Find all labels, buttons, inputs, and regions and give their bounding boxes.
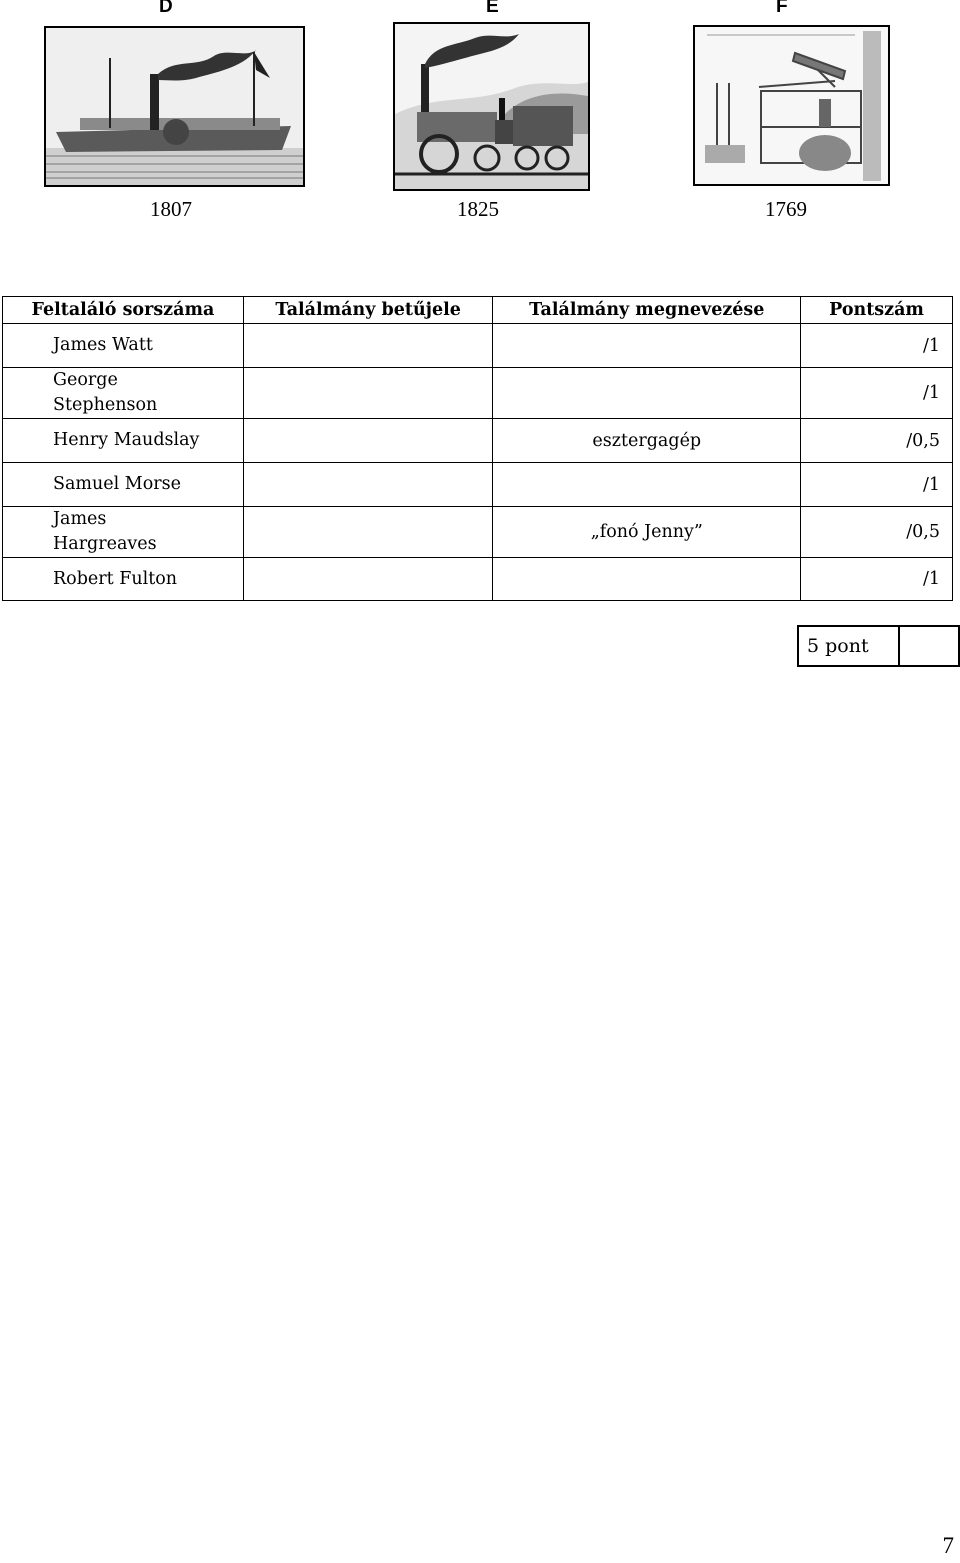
invention-answer-cell[interactable] <box>493 324 801 368</box>
image-letter-e: E <box>486 0 499 17</box>
page-number: 7 <box>942 1533 954 1558</box>
inventor-name-cell <box>3 324 244 368</box>
table-row <box>3 419 953 463</box>
score-value: /1 <box>922 383 940 403</box>
table-row <box>3 463 953 507</box>
score-cell <box>801 507 953 558</box>
score-cell <box>801 324 953 368</box>
letter-answer-cell[interactable] <box>243 368 493 419</box>
locomotive-image <box>393 22 590 191</box>
table-row <box>3 507 953 558</box>
inventor-name-line: Hargreaves <box>53 534 157 554</box>
steamboat-engraving-icon <box>46 28 303 185</box>
steam-engine-engraving-icon <box>695 27 888 184</box>
letter-answer-cell[interactable] <box>243 463 493 507</box>
invention-answer: esztergagép <box>592 430 702 451</box>
points-value-field[interactable] <box>899 626 959 666</box>
score-cell <box>801 463 953 507</box>
inventor-name-cell <box>3 368 244 419</box>
table-row <box>3 324 953 368</box>
table-row <box>3 368 953 419</box>
inventor-name: Robert Fulton <box>53 568 178 589</box>
inventor-table <box>2 296 953 601</box>
image-year-f: 1769 <box>765 197 807 221</box>
score-value: /1 <box>922 569 940 589</box>
table-row <box>3 558 953 601</box>
table-header-row <box>3 297 953 324</box>
header-score: Pontszám <box>801 297 953 324</box>
score-cell <box>801 419 953 463</box>
score-cell <box>801 368 953 419</box>
locomotive-engraving-icon <box>395 24 588 189</box>
header-invention-name: Találmány megnevezése <box>493 297 801 324</box>
inventor-name-line: George <box>53 370 118 390</box>
inventor-name: James Watt <box>53 335 153 355</box>
inventor-name-line: James <box>53 509 107 529</box>
image-year-e: 1825 <box>457 197 499 221</box>
header-inventor-number: Feltaláló sorszáma <box>3 297 244 324</box>
score-value: /0,5 <box>906 522 940 542</box>
inventor-name: Samuel Morse <box>53 474 181 494</box>
invention-answer-cell[interactable] <box>493 368 801 419</box>
inventor-name: Henry Maudslay <box>53 430 200 450</box>
letter-answer-cell[interactable] <box>243 419 493 463</box>
inventor-name-cell <box>3 419 244 463</box>
letter-answer-cell[interactable] <box>243 558 493 601</box>
score-value: /1 <box>922 335 940 356</box>
invention-answer-cell[interactable] <box>493 558 801 601</box>
inventor-name-cell <box>3 507 244 558</box>
inventor-name-cell <box>3 558 244 601</box>
score-cell <box>801 558 953 601</box>
header-invention-letter: Találmány betűjele <box>243 297 493 324</box>
points-label: 5 pont <box>798 626 899 666</box>
letter-answer-cell[interactable] <box>243 507 493 558</box>
invention-answer-cell[interactable] <box>493 463 801 507</box>
steamboat-image <box>44 26 305 187</box>
image-letter-f: F <box>776 0 788 17</box>
score-value: /1 <box>922 474 940 495</box>
points-box <box>797 625 960 667</box>
steam-engine-image <box>693 25 890 186</box>
image-letter-d: D <box>159 0 173 17</box>
letter-answer-cell[interactable] <box>243 324 493 368</box>
inventor-name-line: Stephenson <box>53 395 158 415</box>
invention-answer-cell[interactable] <box>493 507 801 558</box>
image-year-d: 1807 <box>150 197 192 221</box>
invention-answer-cell[interactable] <box>493 419 801 463</box>
inventor-name-cell <box>3 463 244 507</box>
score-value: /0,5 <box>906 430 940 451</box>
invention-answer: „fonó Jenny” <box>590 522 703 542</box>
